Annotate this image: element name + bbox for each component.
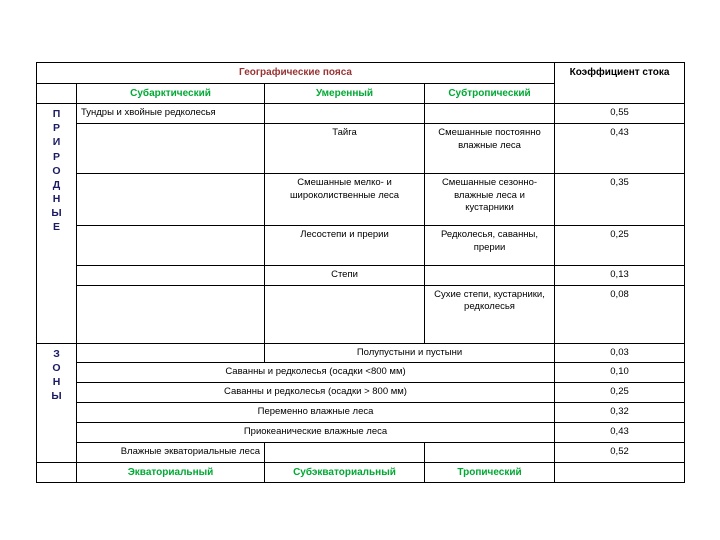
footer-spacer-cell (37, 462, 77, 483)
table-row (37, 403, 685, 423)
vertical-letter: Е (52, 221, 60, 234)
vertical-letter: П (52, 108, 61, 120)
header-belt-subtropical: Субтропический (425, 83, 555, 104)
cell-subarctic (77, 343, 265, 363)
footer-belt-tropical: Тропический (425, 462, 555, 483)
table-header-row-1 (37, 63, 685, 84)
table-row (37, 173, 685, 225)
footer-belt-subequatorial: Субэкваториальный (265, 462, 425, 483)
table-row (37, 383, 685, 403)
cell-coefficient: 0,10 (555, 363, 685, 383)
cell-subarctic (77, 123, 265, 173)
header-belts-title: Географические пояса (37, 63, 555, 84)
cell-coefficient: 0,55 (555, 104, 685, 124)
cell-coefficient: 0,43 (555, 123, 685, 173)
footer-coefficient-empty (555, 462, 685, 483)
header-belt-temperate: Умеренный (265, 83, 425, 104)
table-row (37, 265, 685, 285)
vertical-letter: Н (52, 193, 61, 206)
cell-coefficient: 0,13 (555, 265, 685, 285)
table-footer-row (37, 462, 685, 483)
cell-coefficient: 0,52 (555, 442, 685, 462)
vertical-label-prirodnye (37, 104, 77, 344)
cell-subarctic: Тундры и хвойные редколесья (77, 104, 265, 124)
table-row (37, 225, 685, 265)
table-row (37, 285, 685, 343)
cell-subtropical: Редколесья, саванны, прерии (425, 225, 555, 265)
cell-subtropical (425, 104, 555, 124)
cell-subtropical: Смешанные сезонно-влажные леса и кустарники (425, 173, 555, 225)
cell-subtropical: Смешанные постоянно влажные леса (425, 123, 555, 173)
cell-merged-label: Полупустыни и пустыни (265, 343, 555, 363)
cell-temperate: Смешанные мелко- и широколиственные леса (265, 173, 425, 225)
vertical-label-zony (37, 343, 77, 462)
cell-coefficient: 0,35 (555, 173, 685, 225)
table-row (37, 104, 685, 124)
cell-temperate (265, 442, 425, 462)
vertical-letter: Р (52, 122, 60, 135)
cell-subtropical (425, 265, 555, 285)
geographic-zones-table (36, 62, 685, 483)
cell-coefficient: 0,43 (555, 422, 685, 442)
vertical-letter: Р (52, 150, 60, 163)
vertical-letter: Д (52, 178, 61, 191)
cell-merged-label: Приокеанические влажные леса (77, 422, 555, 442)
cell-temperate (265, 285, 425, 343)
cell-subarctic: Влажные экваториальные леса (77, 442, 265, 462)
header-coefficient-title (555, 63, 685, 104)
vertical-letter: Ы (51, 207, 62, 220)
cell-merged-label: Переменно влажные леса (77, 403, 555, 423)
cell-coefficient: 0,32 (555, 403, 685, 423)
cell-temperate: Степи (265, 265, 425, 285)
vertical-letter: О (52, 361, 61, 374)
cell-coefficient: 0,25 (555, 383, 685, 403)
cell-temperate: Тайга (265, 123, 425, 173)
vertical-letter: О (52, 164, 61, 177)
cell-merged-label: Саванны и редколесья (осадки > 800 мм) (77, 383, 555, 403)
cell-merged-label: Саванны и редколесья (осадки <800 мм) (77, 363, 555, 383)
coefficient-title-line2: стока (642, 67, 670, 78)
vertical-letter: Ы (51, 390, 62, 403)
cell-subarctic (77, 173, 265, 225)
cell-coefficient: 0,03 (555, 343, 685, 363)
table-row (37, 123, 685, 173)
vertical-letter: З (53, 347, 60, 360)
cell-subtropical (425, 442, 555, 462)
cell-subarctic (77, 285, 265, 343)
cell-subarctic (77, 225, 265, 265)
cell-subtropical: Сухие степи, кустарники, редколесья (425, 285, 555, 343)
header-spacer-cell (37, 83, 77, 104)
footer-belt-equatorial: Экваториальный (77, 462, 265, 483)
cell-temperate: Лесостепи и прерии (265, 225, 425, 265)
coefficient-title-line1: Коэффициент (569, 67, 640, 78)
cell-subarctic (77, 265, 265, 285)
table-row (37, 343, 685, 363)
table-row (37, 442, 685, 462)
table-row (37, 422, 685, 442)
vertical-letter: И (52, 136, 61, 149)
cell-coefficient: 0,25 (555, 225, 685, 265)
header-belt-subarctic: Субарктический (77, 83, 265, 104)
cell-coefficient: 0,08 (555, 285, 685, 343)
cell-temperate (265, 104, 425, 124)
table-row (37, 363, 685, 383)
vertical-letter: Н (52, 375, 61, 388)
